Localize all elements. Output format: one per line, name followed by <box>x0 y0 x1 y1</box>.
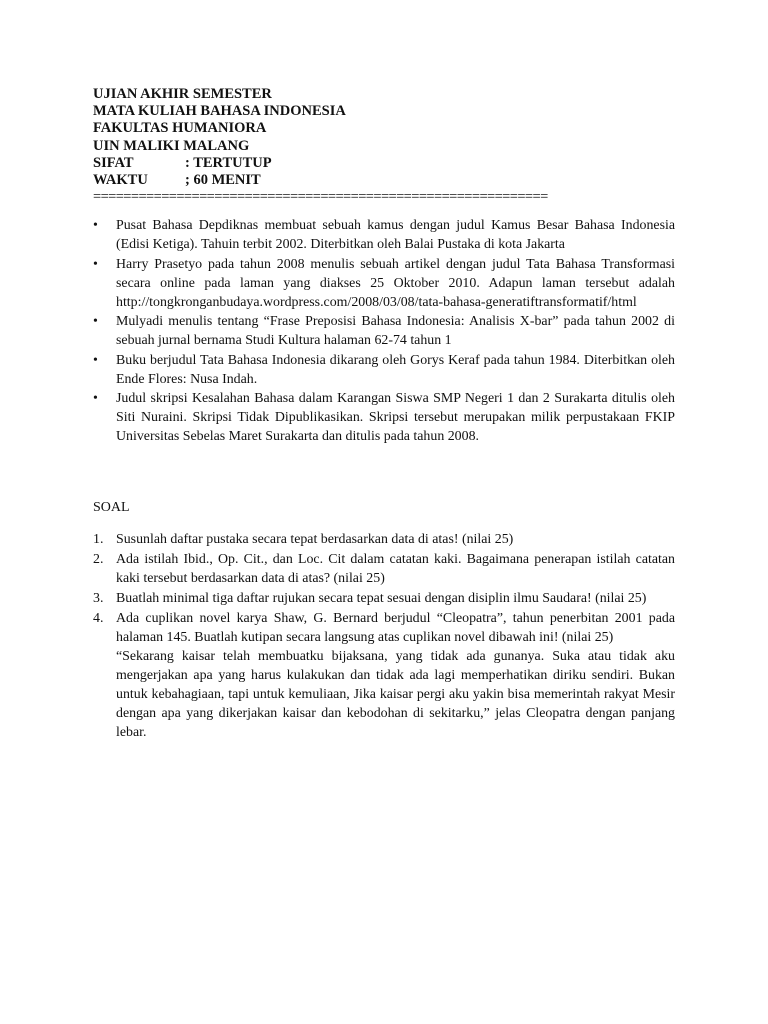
question-text: Buatlah minimal tiga daftar rujukan secara tepat sesuai dengan disiplin ilmu Saudara! (nilai 25) <box>116 591 647 606</box>
list-item: • Mulyadi menulis tentang “Frase Preposisi Bahasa Indonesia: Analisis X-bar” pada tahun 2002 di sebuah jurnal bernama Studi Kultura halaman 62-74 tahun 1 <box>93 312 675 350</box>
exam-title: UJIAN AKHIR SEMESTER <box>93 86 272 102</box>
question-number: 4. <box>93 611 104 626</box>
question-item <box>93 530 675 549</box>
exam-header <box>93 86 548 206</box>
faculty-name: FAKULTAS HUMANIORA <box>93 120 267 137</box>
exam-time-label: WAKTU <box>93 172 148 189</box>
question-item <box>93 589 675 608</box>
novel-quote: “Sekarang kaisar telah membuatku bijaksana, yang tidak ada gunanya. Suka atau tidak aku mengerjakan apa yang harus kulakukan dan tidak ada lagi memperhatikan diriku sendiri. Bukan untuk kebahagiaan, tapi untuk kemuliaan, Jika kaisar pergi aku yakin bisa memerintah rakyat Mesir dengan apa yang dikerjakan kaisar dan kebodohan di sekitarku,” jelas Cleopatra dengan panjang lebar. <box>116 649 675 740</box>
exam-type-row <box>93 155 548 172</box>
exam-time-value: ; 60 MENIT <box>185 172 261 189</box>
exam-type-label: SIFAT <box>93 154 134 171</box>
data-bullet-list <box>93 216 675 447</box>
question-text: Ada istilah Ibid., Op. Cit., dan Loc. Cit dalam catatan kaki. Bagaimana penerapan istilah catatan kaki tersebut berdasarkan data di atas? (nilai 25) <box>116 552 675 586</box>
university-name: UIN MALIKI MALANG <box>93 137 250 154</box>
course-name: MATA KULIAH BAHASA INDONESIA <box>93 103 346 120</box>
question-item <box>93 550 675 588</box>
question-text: Ada cuplikan novel karya Shaw, G. Bernard berjudul “Cleopatra”, tahun penerbitan 2001 pada halaman 145. Buatlah kutipan secara langsung atas cuplikan novel dibawah ini! (nilai 25) <box>116 611 675 645</box>
question-number: 3. <box>93 591 104 606</box>
question-number: 1. <box>93 532 104 547</box>
question-list <box>93 530 675 743</box>
question-item <box>93 609 675 742</box>
exam-time-row <box>93 172 548 189</box>
question-text: Susunlah daftar pustaka secara tepat berdasarkan data di atas! (nilai 25) <box>116 532 514 547</box>
list-item: • Pusat Bahasa Depdiknas membuat sebuah kamus dengan judul Kamus Besar Bahasa Indonesia (Edisi Ketiga). Tahuin terbit 2002. Diterbitkan oleh Balai Pustaka di kota Jakarta <box>93 216 675 254</box>
exam-type-value: : TERTUTUP <box>185 154 272 171</box>
list-item: • Buku berjudul Tata Bahasa Indonesia dikarang oleh Gorys Keraf pada tahun 1984. Diterbitkan oleh Ende Flores: Nusa Indah. <box>93 351 675 389</box>
separator-line: ============================================================ <box>93 189 548 206</box>
question-number: 2. <box>93 552 104 567</box>
list-item: • Judul skripsi Kesalahan Bahasa dalam Karangan Siswa SMP Negeri 1 dan 2 Surakarta ditulis oleh Siti Nuraini. Skripsi Tidak Dipublikasikan. Skripsi tersebut merupakan milik perpustakaan FKIP Universitas Sebelas Maret Surakarta dan ditulis pada tahun 2008. <box>93 389 675 446</box>
section-title: SOAL <box>93 500 130 515</box>
list-item: • Harry Prasetyo pada tahun 2008 menulis sebuah artikel dengan judul Tata Bahasa Transformasi secara online pada laman yang diakses 25 Oktober 2010. Adapun laman tersebut adalah http://tongkronganbudaya.wordpress.com/2008/03/08/tata-bahasa-generatiftransformatif/html <box>93 255 675 312</box>
